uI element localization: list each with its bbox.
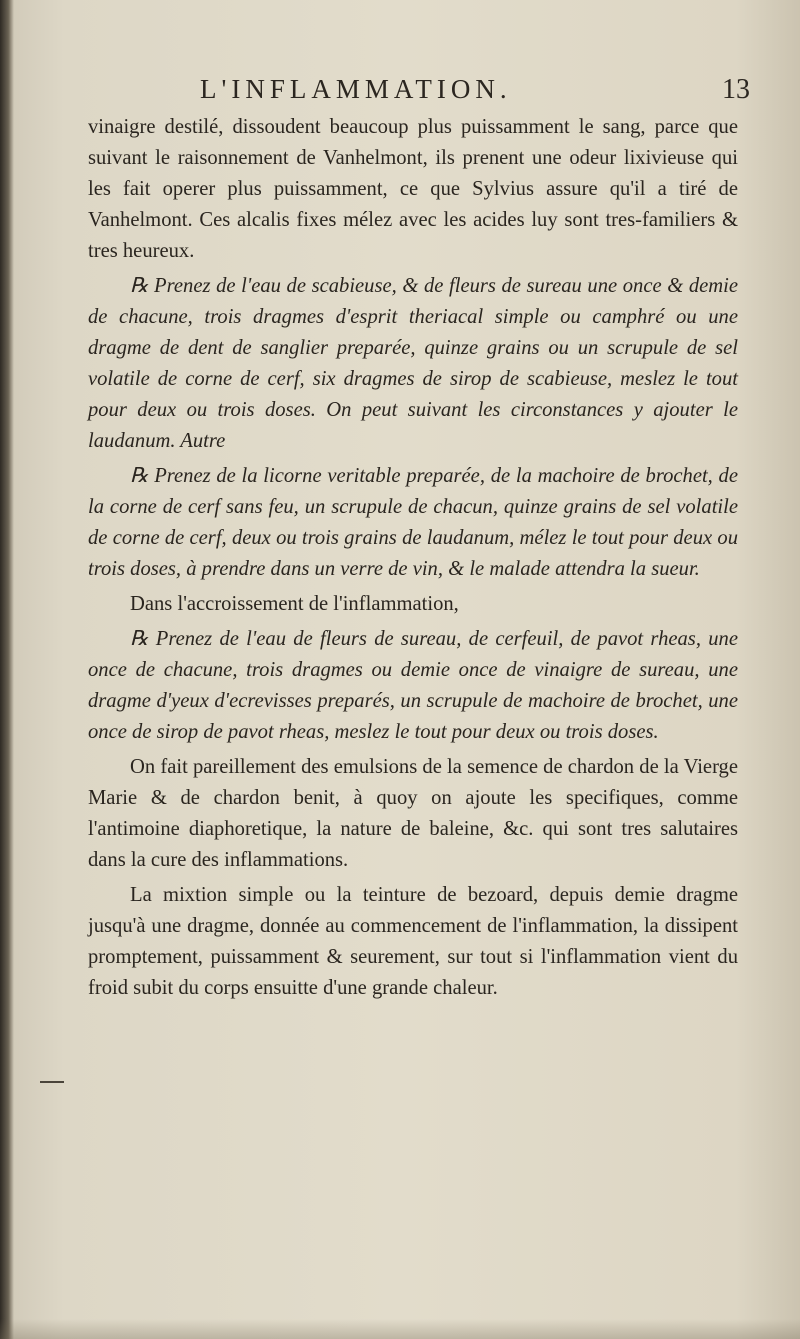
body-text [88, 112, 738, 1004]
running-title: L'INFLAMMATION. [200, 74, 512, 104]
paragraph-bezoard: La mixtion simple ou la teinture de bezoard, depuis demie dragme jusqu'à une dragme, donnée au commencement de l'inflammation, la dissipent promptement, puissamment & seurement, sur tout si l'inflammation vient du froid subit du corps ensuitte d'une grande chaleur. [88, 884, 738, 999]
margin-mark [40, 1081, 64, 1083]
recipe-paragraph-1: ℞ Prenez de l'eau de scabieuse, & de fleurs de sureau une once & demie de chacune, trois dragmes d'esprit theriacal simple ou camphré ou une dragme de dent de sanglier preparée, quinze grains ou un scrupule de sel volatile de corne de cerf, six dragmes de sirop de scabieuse, meslez le tout pour deux ou trois doses. On peut suivant les circonstances y ajouter le laudanum. Autre [88, 275, 738, 452]
page-header [130, 74, 750, 114]
paragraph-emulsions: On fait pareillement des emulsions de la semence de chardon de la Vierge Marie & de chardon benit, à quoy on ajoute les specifiques, comme l'antimoine diaphoretique, la nature de baleine, &c. qui sont tres salutaires dans la cure des inflammations. [88, 756, 738, 871]
section-line: Dans l'accroissement de l'inflammation, [130, 593, 459, 615]
book-spine-shadow [0, 0, 14, 1339]
page-bottom-edge [0, 1319, 800, 1339]
recipe-paragraph-3: ℞ Prenez de l'eau de fleurs de sureau, de cerfeuil, de pavot rheas, une once de chacune, trois dragmes ou demie once de vinaigre de sureau, une dragme d'yeux d'ecrevisses preparés, un scrupule de machoire de brochet, une once de sirop de pavot rheas, meslez le tout pour deux ou trois doses. [88, 628, 738, 743]
page-number: 13 [722, 74, 750, 105]
paragraph-continuation: vinaigre destilé, dissoudent beaucoup plus puissamment le sang, parce que suivant le raisonnement de Vanhelmont, ils prenent une odeur lixivieuse qui les fait operer plus puissamment, ce que Sylvius assure qu'il a tiré de Vanhelmont. Ces alcalis fixes mélez avec les acides luy sont tres-familiers & tres heureux. [88, 116, 738, 262]
recipe-paragraph-2: ℞ Prenez de la licorne veritable preparée, de la machoire de brochet, de la corne de cerf sans feu, un scrupule de chacun, quinze grains de sel volatile de corne de cerf, deux ou trois grains de laudanum, mélez le tout pour deux ou trois doses, à prendre dans un verre de vin, & le malade attendra la sueur. [88, 465, 738, 580]
